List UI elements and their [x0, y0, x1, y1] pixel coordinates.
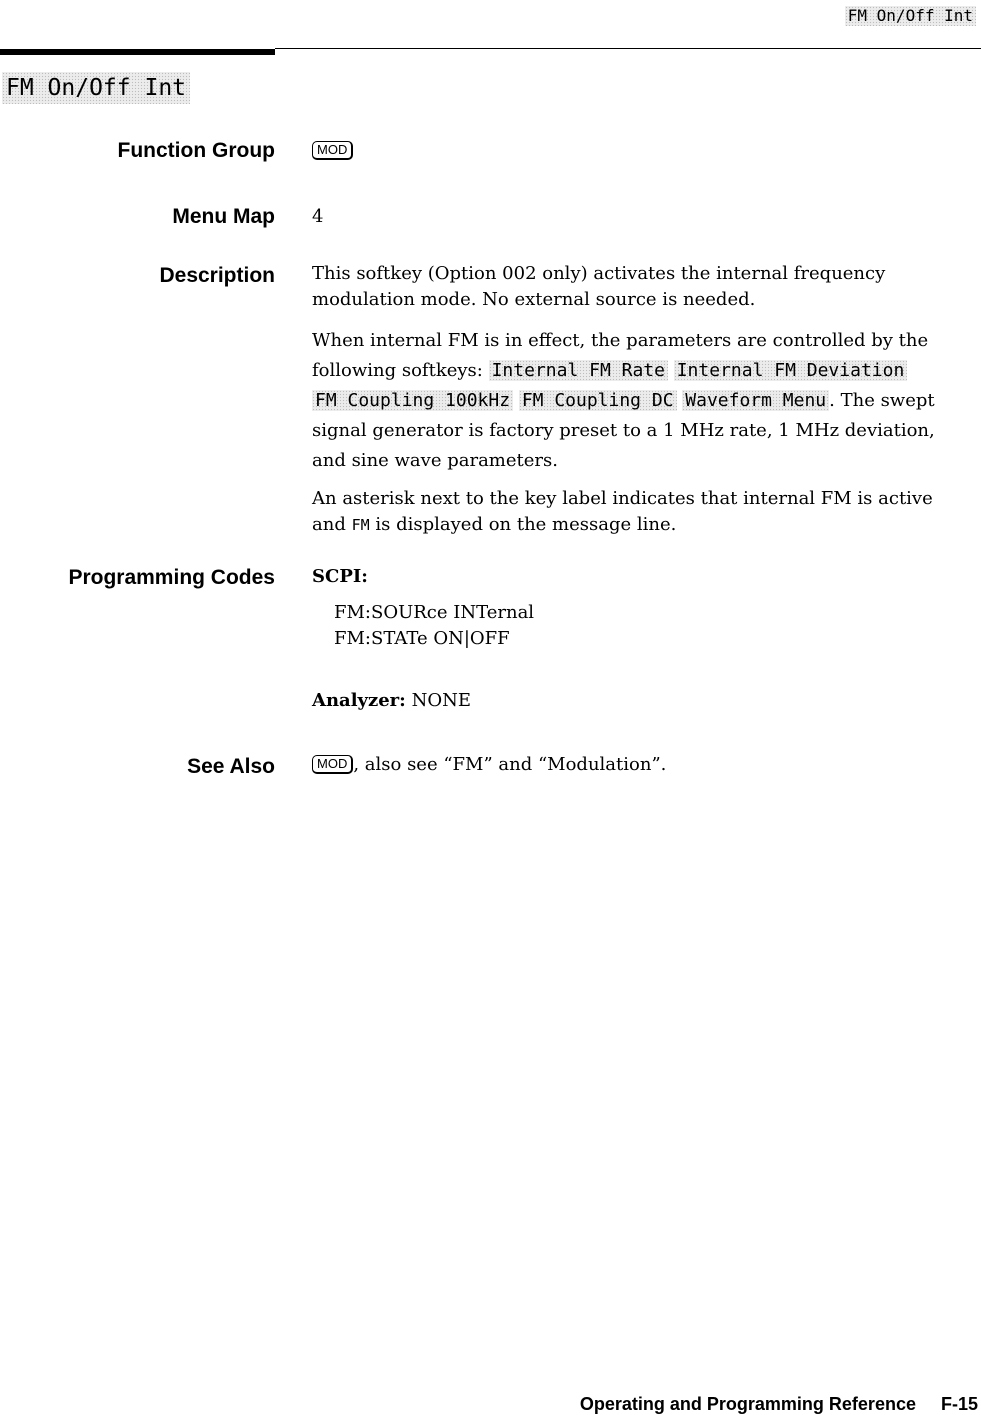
programming-codes-content: [312, 564, 972, 714]
description-paragraph-1: This softkey (Option 002 only) activates the internal frequency modulation mode. No external source is needed.: [312, 263, 886, 310]
softkey-waveform-menu: Waveform Menu: [682, 390, 829, 411]
description-content: [312, 261, 972, 538]
description-paragraph-3: [312, 486, 972, 538]
page-title: FM On/Off Int: [2, 72, 190, 104]
description-p2-intro: When internal FM is in effect, the parameters are controlled by the following softkeys:: [312, 330, 929, 381]
programming-codes-label: Programming Codes: [68, 566, 275, 589]
description-p3-after: is displayed on the message line.: [375, 514, 677, 535]
fm-indicator: FM: [351, 516, 370, 534]
menu-map-value: 4: [312, 206, 324, 227]
footer-section-title: Operating and Programming Reference: [579, 1394, 916, 1414]
header-rule-thick: [0, 49, 275, 55]
softkey-fm-coupling-dc: FM Coupling DC: [519, 390, 677, 411]
softkey-internal-fm-rate: Internal FM Rate: [489, 360, 668, 381]
description-p3-before: An asterisk next to the key label indicates that internal FM is active and: [312, 488, 933, 535]
description-label: Description: [159, 264, 275, 287]
analyzer-label: Analyzer:: [312, 690, 406, 711]
scpi-label: SCPI:: [312, 566, 368, 587]
scpi-command: FM:SOURce INTernal: [334, 602, 535, 623]
page-footer: [580, 1393, 978, 1415]
header-rule-thin: [275, 48, 981, 49]
scpi-command-list: [312, 600, 972, 652]
see-also-label: See Also: [187, 755, 275, 778]
mod-key: MOD: [312, 755, 353, 774]
running-header: FM On/Off Int: [845, 6, 976, 26]
menu-map-label: Menu Map: [172, 205, 275, 228]
analyzer-value: NONE: [411, 690, 471, 711]
softkey-fm-coupling-100khz: FM Coupling 100kHz: [312, 390, 513, 411]
mod-key: MOD: [312, 141, 353, 160]
analyzer-line: [312, 688, 972, 714]
description-paragraph-2: [312, 326, 972, 476]
scpi-command: FM:STATe ON|OFF: [334, 628, 510, 649]
function-group-label: Function Group: [117, 139, 275, 162]
page-number: F-15: [940, 1394, 978, 1414]
description-p2-outro: . The swept signal generator is factory preset to a 1 MHz rate, 1 MHz deviation, and sine wave parameters.: [312, 390, 935, 471]
function-group-content: [312, 138, 972, 164]
softkey-internal-fm-deviation: Internal FM Deviation: [674, 360, 908, 381]
see-also-content: [312, 752, 972, 778]
see-also-text: , also see “FM” and “Modulation”.: [353, 754, 667, 775]
